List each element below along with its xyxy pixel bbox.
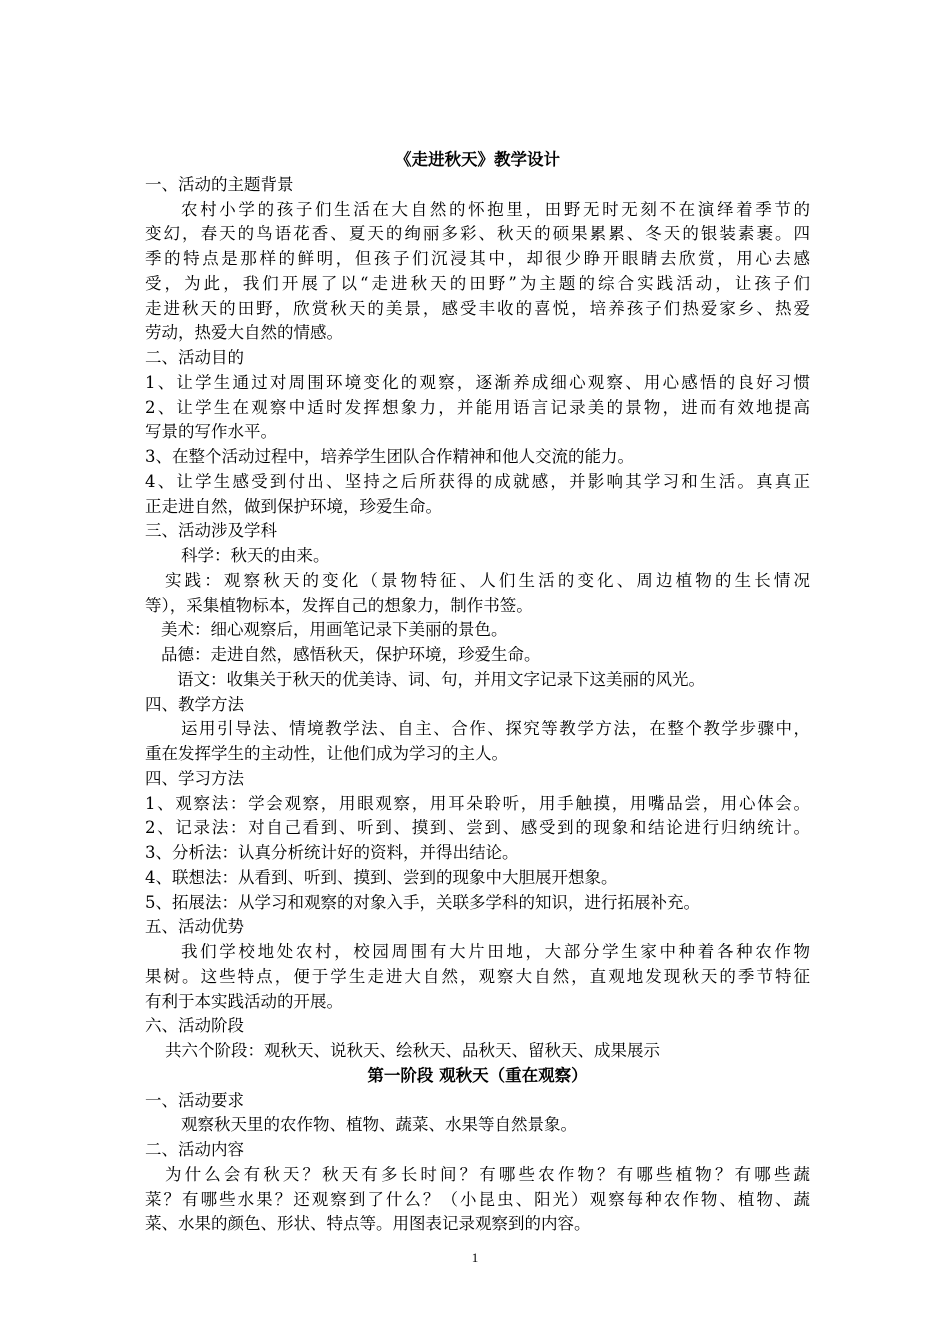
list-item: 5、拓展法：从学习和观察的对象入手，关联多学科的知识，进行拓展补充。 (145, 892, 700, 912)
list-item: 4、让学生感受到付出、坚持之后所获得的成就感，并影响其学习和生活。真真正 (145, 471, 810, 491)
section-heading: 三、活动涉及学科 (145, 521, 277, 541)
list-item: 4、联想法：从看到、听到、摸到、尝到的现象中大胆展开想象。 (145, 867, 618, 887)
paragraph-line: 走进秋天的田野，欣赏秋天的美景，感受丰收的喜悦，培养孩子们热爱家乡、热爱 (145, 298, 810, 318)
section-heading: 二、活动目的 (145, 348, 244, 367)
paragraph-line: 我们学校地处农村，校园周围有大片田地，大部分学生家中种着各种农作物 (181, 942, 810, 961)
paragraph-line: 重在发挥学生的主动性，让他们成为学习的主人。 (145, 744, 508, 763)
paragraph-line: 为什么会有秋天？秋天有多长时间？有哪些农作物？有哪些植物？有哪些蔬 (165, 1164, 810, 1184)
paragraph-line: 观察秋天里的农作物、植物、蔬菜、水果等自然景象。 (181, 1115, 577, 1135)
paragraph-line: 菜、水果的颜色、形状、特点等。用图表记录观察到的内容。 (145, 1214, 591, 1234)
paragraph-line: 季的特点是那样的鲜明，但孩子们沉浸其中，却很少睁开眼睛去欣赏，用心去感 (145, 249, 810, 268)
stage-heading: 第一阶段 观秋天（重在观察） (367, 1065, 588, 1085)
section-heading: 一、活动要求 (145, 1090, 244, 1110)
list-item: 3、分析法：认真分析统计好的资料，并得出结论。 (145, 843, 519, 862)
subject-item: 语文：收集关于秋天的优美诗、词、句，并用文字记录下这美丽的风光。 (177, 669, 705, 689)
list-item: 1、让学生通过对周围环境变化的观察，逐渐养成细心观察、用心感悟的良好习惯 (145, 372, 810, 392)
paragraph-line: 果树。这些特点，便于学生走进大自然，观察大自然，直观地发现秋天的季节特征 (145, 966, 810, 986)
section-heading: 六、活动阶段 (145, 1016, 244, 1036)
paragraph-line: 共六个阶段：观秋天、说秋天、绘秋天、品秋天、留秋天、成果展示 (165, 1041, 660, 1060)
section-heading: 二、活动内容 (145, 1140, 244, 1159)
document-body (145, 148, 810, 1237)
paragraph-line: 受，为此，我们开展了以“走进秋天的田野”为主题的综合实践活动，让孩子们 (145, 273, 810, 293)
list-item: 1、观察法：学会观察，用眼观察，用耳朵聆听，用手触摸，用嘴品尝，用心体会。 (145, 793, 810, 813)
document-title: 《走进秋天》教学设计 (395, 150, 560, 169)
subject-item: 科学：秋天的由来。 (181, 546, 330, 565)
list-item: 2、记录法：对自己看到、听到、摸到、尝到、感受到的现象和结论进行归纳统计。 (145, 818, 810, 838)
list-item: 3、在整个活动过程中，培养学生团队合作精神和他人交流的能力。 (145, 447, 634, 466)
section-heading: 四、教学方法 (145, 694, 244, 714)
section-heading: 五、活动优势 (145, 917, 244, 937)
paragraph-line: 菜？有哪些水果？还观察到了什么？（小昆虫、阳光）观察每种农作物、植物、蔬 (145, 1189, 810, 1209)
subject-item-continuation: 等），采集植物标本，发挥自己的想象力，制作书签。 (145, 595, 533, 615)
list-item-continuation: 写景的写作水平。 (145, 422, 277, 442)
paragraph-line: 变幻，春天的鸟语花香、夏天的绚丽多彩、秋天的硕果累累、冬天的银装素裹。四 (145, 224, 810, 244)
list-item: 2、让学生在观察中适时发挥想象力，并能用语言记录美的景物，进而有效地提高 (145, 397, 810, 417)
subject-item: 实践：观察秋天的变化（景物特征、人们生活的变化、周边植物的生长情况 (165, 570, 810, 590)
subject-item: 品德：走进自然，感悟秋天，保护环境，珍爱生命。 (161, 645, 541, 664)
page-number: 1 (471, 1250, 479, 1265)
paragraph-line: 有利于本实践活动的开展。 (145, 991, 343, 1011)
paragraph-line: 劳动，热爱大自然的情感。 (145, 323, 343, 343)
section-heading: 四、学习方法 (145, 768, 244, 788)
paragraph-line: 农村小学的孩子们生活在大自然的怀抱里，田野无时无刻不在演绎着季节的 (181, 199, 810, 219)
paragraph-line: 运用引导法、情境教学法、自主、合作、探究等教学方法，在整个教学步骤中， (181, 719, 810, 739)
section-heading: 一、活动的主题背景 (145, 174, 294, 194)
subject-item: 美术：细心观察后，用画笔记录下美丽的景色。 (161, 620, 508, 640)
list-item-continuation: 正走进自然，做到保护环境，珍爱生命。 (145, 496, 442, 516)
